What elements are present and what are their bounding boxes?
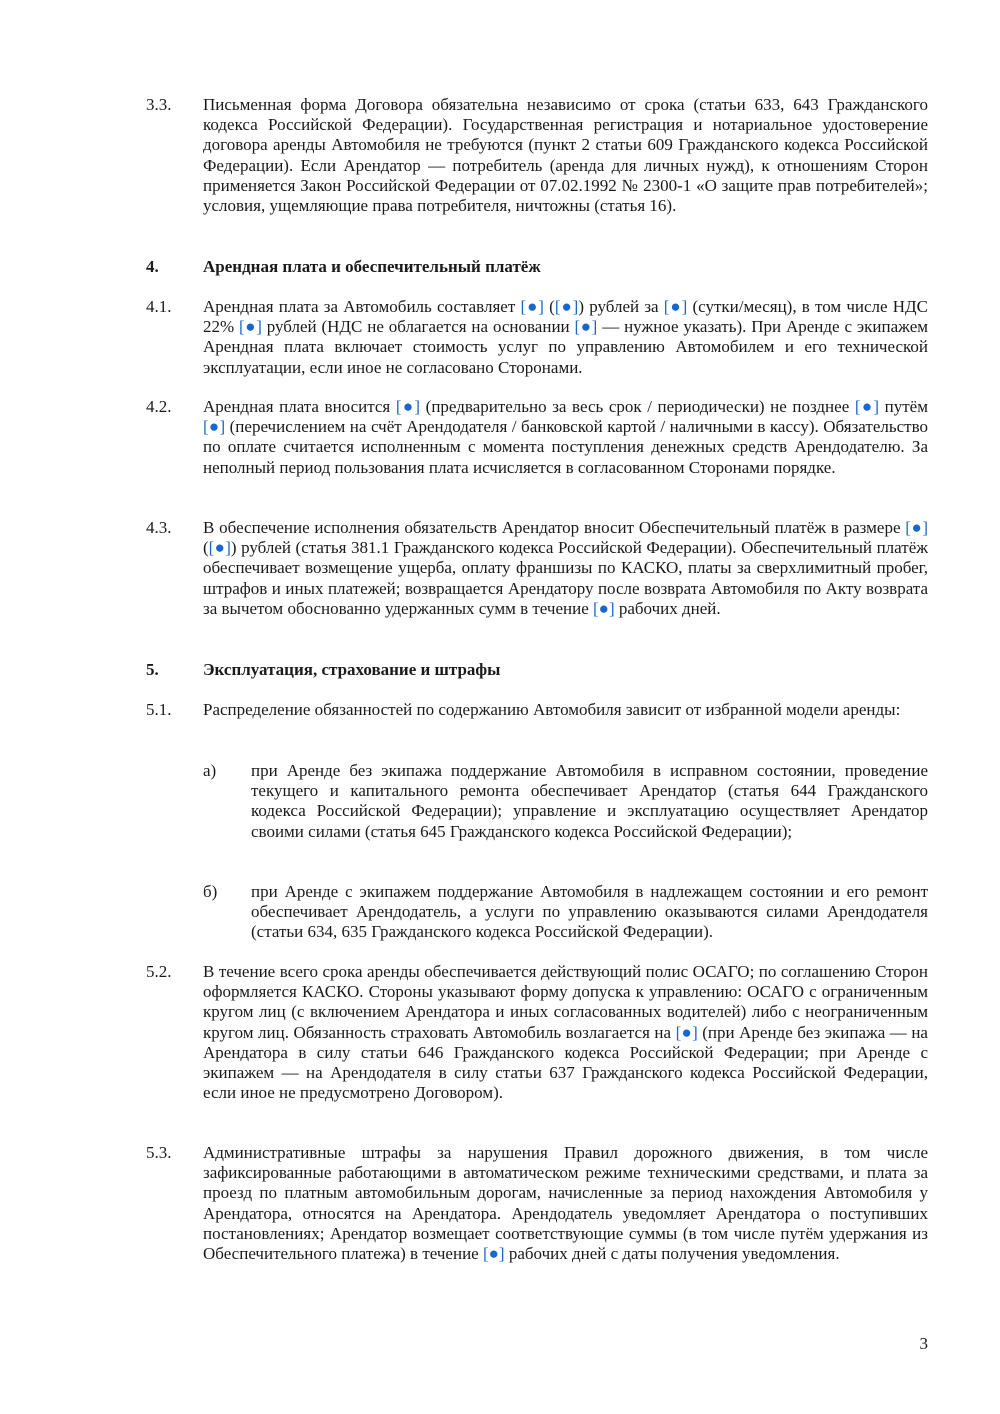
clause-4-1: [146, 297, 928, 378]
clause-text: Распределение обязанностей по содержанию Автомобиля зависит от избранной модели аренды:: [203, 700, 901, 719]
placeholder-field: [●]: [905, 518, 928, 537]
section-number: 5.: [146, 660, 159, 679]
subclause-text: при Аренде с экипажем поддержание Автомобиля в надлежащем состоянии и его ремонт обеспечивает Арендодатель, а услуги по управлению оказываются силами Арендодателя (статьи 634, 635 Гражданского кодекса Российской Федерации).: [251, 882, 928, 942]
clause-text: В обеспечение исполнения обязательств Арендатор вносит Обеспечительный платёж в размере [●] ([●]) рублей (статья 381.1 Гражданского кодекса Российской Федерации). Обеспечительный платёж обеспечивает возмещение ущерба, оплату франшизы по КАСКО, платы за сверхлимитный пробег, штрафов и иных платежей; возвращается Арендатору после возврата Автомобиля по Акту возврата за вычетом обоснованно удержанных сумм в течение [●] рабочих дней.: [203, 518, 928, 618]
clause-4-3: [146, 518, 928, 619]
clause-number: 3.3.: [146, 95, 172, 114]
placeholder-field: [●]: [482, 1244, 505, 1264]
placeholder-field: [●]: [663, 297, 688, 316]
clause-number: 5.2.: [146, 962, 172, 981]
clause-5-3: [146, 1143, 928, 1264]
clause-4-2: [146, 397, 928, 478]
placeholder-field: [●]: [854, 397, 880, 416]
placeholder-field: [●]: [574, 317, 598, 337]
placeholder-field: [●]: [208, 538, 231, 558]
clause-number: 5.3.: [146, 1143, 172, 1162]
clause-text: Письменная форма Договора обязательна независимо от срока (статьи 633, 643 Гражданского кодекса Российской Федерации). Государственная регистрация и нотариальное удостоверение договора аренды Автомобиля не требуются (пункт 2 статьи 609 Гражданского кодекса Российской Федерации). Если Арендатор — потребитель (аренда для личных нужд), к отношениям Сторон применяется Закон Российской Федерации от 07.02.1992 № 2300-1 «О защите прав потребителей»; условия, ущемляющие права потребителя, ничтожны (статья 16).: [203, 95, 928, 216]
placeholder-field: [●]: [395, 397, 421, 416]
clause-number: 4.3.: [146, 518, 172, 537]
clause-text: Арендная плата вносится [●] (предварительно за весь срок / периодически) не позднее [●] путём [●] (перечислением на счёт Арендодателя / банковской картой / наличными в кассу). Обязательство по оплате считается исполненным с момента поступления денежных средств Арендодателю. За неполный период пользования плата исчисляется в согласованном Сторонами порядке.: [203, 397, 929, 477]
placeholder-field: [●]: [554, 297, 579, 316]
placeholder-field: [●]: [203, 417, 226, 437]
placeholder-field: [●]: [593, 598, 615, 618]
clause-5-2: [146, 962, 928, 1103]
subclause-label: а): [203, 761, 217, 780]
clause-text: Административные штрафы за нарушения Правил дорожного движения, в том числе зафиксированные работающими в автоматическом режиме техническими средствами, и плата за проезд по платным автомобильным дорогам, начисленные за период нахождения Автомобиля у Арендатора, относятся на Арендатора. Арендодатель уведомляет Арендатора о поступивших постановлениях; Арендатор возмещает соответствующие суммы (в том числе путём удержания из Обеспечительного платежа) в течение [●] рабочих дней с даты получения уведомления.: [203, 1143, 928, 1264]
section-title: Арендная плата и обеспечительный платёж: [203, 257, 541, 276]
subclause-label: б): [203, 882, 218, 901]
placeholder-field: [●]: [239, 317, 262, 337]
section-heading-4: [146, 257, 928, 277]
placeholder-field: [●]: [520, 297, 544, 316]
clause-number: 4.1.: [146, 297, 172, 316]
clause-number: 4.2.: [146, 397, 172, 416]
clause-text: В течение всего срока аренды обеспечивается действующий полис ОСАГО; по соглашению Сторон оформляется КАСКО. Стороны указывают форму допуска к управлению: ОСАГО с ограниченным кругом лиц (с включением Арендатора и иных согласованных водителей) либо с неограниченным кругом лиц. Обязанность страховать Автомобиль возлагается на [●] (при Аренде без экипажа — на Арендатора в силу статьи 646 Гражданского кодекса Российской Федерации; при Аренде с экипажем — на Арендодателя в силу статьи 637 Гражданского кодекса Российской Федерации, если иное не предусмотрено Договором).: [203, 962, 928, 1103]
subclause-a: [203, 761, 928, 842]
subclause-b: [203, 882, 928, 943]
section-number: 4.: [146, 257, 159, 276]
clause-5-1: [146, 700, 928, 720]
placeholder-field: [●]: [675, 1022, 698, 1042]
clause-text: Арендная плата за Автомобиль составляет [●] ([●]) рублей за [●] (сутки/месяц), в том числе НДС 22% [●] рублей (НДС не облагается на основании [●] — нужное указать). При Аренде с экипажем Арендная плата включает стоимость услуг по управлению Автомобилем и его технической эксплуатации, если иное не согласовано Сторонами.: [203, 297, 928, 377]
subclause-text: при Аренде без экипажа поддержание Автомобиля в исправном состоянии, проведение текущего и капитального ремонта обеспечивает Арендатор (статья 644 Гражданского кодекса Российской Федерации); управление и эксплуатацию осуществляет Арендатор своими силами (статья 645 Гражданского кодекса Российской Федерации);: [251, 761, 928, 841]
page-number: 3: [919, 1334, 928, 1353]
section-heading-5: [146, 660, 928, 680]
clause-3-3: [146, 95, 928, 216]
section-title: Эксплуатация, страхование и штрафы: [203, 660, 501, 679]
clause-number: 5.1.: [146, 700, 172, 719]
